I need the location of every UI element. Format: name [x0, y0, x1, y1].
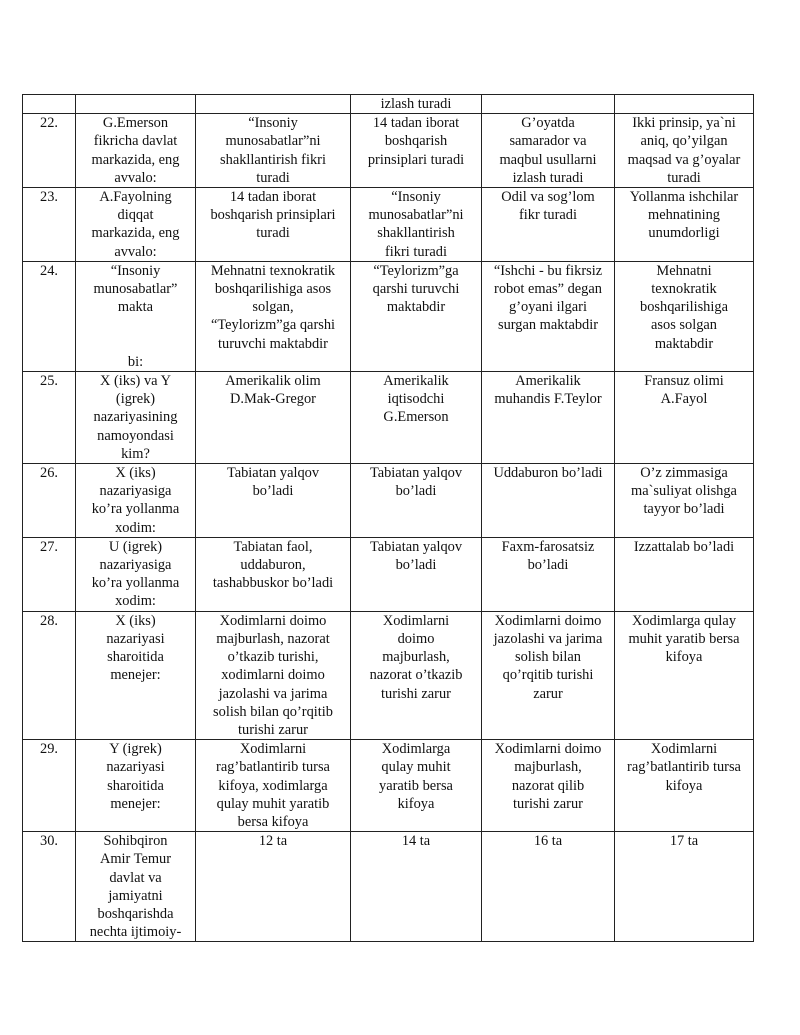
answer-b: Xodimlarni doimo majburlash, nazorat o’tkazib turishi zarur	[351, 611, 482, 739]
answer-a	[196, 95, 351, 114]
answer-b: Xodimlarga qulay muhit yaratib bersa kifoya	[351, 740, 482, 832]
table-row	[23, 372, 754, 464]
question-text: X (iks) nazariyasiga ko’ra yollanma xodim:	[76, 464, 196, 538]
table-row	[23, 188, 754, 262]
answer-c	[482, 95, 615, 114]
table-row	[23, 537, 754, 611]
table-row	[23, 95, 754, 114]
answer-a: Xodimlarni rag’batlantirib tursa kifoya, xodimlarga qulay muhit yaratib bersa kifoya	[196, 740, 351, 832]
table-row	[23, 261, 754, 371]
answer-b: Tabiatan yalqov bo’ladi	[351, 537, 482, 611]
answer-d: Yollanma ishchilar mehnatining unumdorligi	[615, 188, 754, 262]
answer-c: 16 ta	[482, 832, 615, 942]
answer-a: 14 tadan iborat boshqarish prinsiplari turadi	[196, 188, 351, 262]
answer-c: Uddaburon bo’ladi	[482, 464, 615, 538]
answer-c: Xodimlarni doimo jazolashi va jarima solish bilan qo’rqitib turishi zarur	[482, 611, 615, 739]
answer-d	[615, 95, 754, 114]
question-number: 24.	[23, 261, 76, 371]
answer-d: Ikki prinsip, ya`ni aniq, qo’yilgan maqsad va g’oyalar turadi	[615, 114, 754, 188]
question-number: 23.	[23, 188, 76, 262]
question-text: X (iks) va Y (igrek) nazariyasining namoyondasi kim?	[76, 372, 196, 464]
table-row	[23, 740, 754, 832]
question-text: Sohibqiron Amir Temur davlat va jamiyatni boshqarishda nechta ijtimoiy-	[76, 832, 196, 942]
answer-d: Xodimlarni rag’batlantirib tursa kifoya	[615, 740, 754, 832]
answer-c: Xodimlarni doimo majburlash, nazorat qilib turishi zarur	[482, 740, 615, 832]
answer-a: Tabiatan faol, uddaburon, tashabbuskor bo’ladi	[196, 537, 351, 611]
answer-d: Izzattalab bo’ladi	[615, 537, 754, 611]
question-number: 29.	[23, 740, 76, 832]
answer-c: Amerikalik muhandis F.Teylor	[482, 372, 615, 464]
question-number	[23, 95, 76, 114]
answer-b: “Teylorizm”ga qarshi turuvchi maktabdir	[351, 261, 482, 371]
answer-c: G’oyatda samarador va maqbul usullarni izlash turadi	[482, 114, 615, 188]
question-number: 25.	[23, 372, 76, 464]
table-row	[23, 611, 754, 739]
answer-a: Mehnatni texnokratik boshqarilishiga asos solgan, “Teylorizm”ga qarshi turuvchi maktabdir	[196, 261, 351, 371]
answer-d: O’z zimmasiga ma`suliyat olishga tayyor bo’ladi	[615, 464, 754, 538]
answer-a: “Insoniy munosabatlar”ni shakllantirish fikri turadi	[196, 114, 351, 188]
answer-c: Odil va sog’lom fikr turadi	[482, 188, 615, 262]
question-number: 28.	[23, 611, 76, 739]
question-number: 27.	[23, 537, 76, 611]
question-text: Y (igrek) nazariyasi sharoitida menejer:	[76, 740, 196, 832]
question-number: 26.	[23, 464, 76, 538]
table-row	[23, 464, 754, 538]
question-text: X (iks) nazariyasi sharoitida menejer:	[76, 611, 196, 739]
answer-d: Mehnatni texnokratik boshqarilishiga asos solgan maktabdir	[615, 261, 754, 371]
answer-b: 14 tadan iborat boshqarish prinsiplari turadi	[351, 114, 482, 188]
question-text: “Insoniy munosabatlar” makta bi:	[76, 261, 196, 371]
answer-a: 12 ta	[196, 832, 351, 942]
question-number: 22.	[23, 114, 76, 188]
answer-b: “Insoniy munosabatlar”ni shakllantirish fikri turadi	[351, 188, 482, 262]
answer-b: 14 ta	[351, 832, 482, 942]
question-text: G.Emerson fikricha davlat markazida, eng avvalo:	[76, 114, 196, 188]
answer-d: Fransuz olimi A.Fayol	[615, 372, 754, 464]
answer-c: “Ishchi - bu fikrsiz robot emas” degan g’oyani ilgari surgan maktabdir	[482, 261, 615, 371]
question-text	[76, 95, 196, 114]
answer-a: Xodimlarni doimo majburlash, nazorat o’tkazib turishi, xodimlarni doimo jazolashi va jarima solish bilan qo’rqitib turishi zarur	[196, 611, 351, 739]
question-text: U (igrek) nazariyasiga ko’ra yollanma xodim:	[76, 537, 196, 611]
answer-b: Tabiatan yalqov bo’ladi	[351, 464, 482, 538]
answer-d: Xodimlarga qulay muhit yaratib bersa kifoya	[615, 611, 754, 739]
answer-a: Tabiatan yalqov bo’ladi	[196, 464, 351, 538]
answer-b: izlash turadi	[351, 95, 482, 114]
table-row	[23, 114, 754, 188]
answer-a: Amerikalik olim D.Mak-Gregor	[196, 372, 351, 464]
answer-c: Faxm-farosatsiz bo’ladi	[482, 537, 615, 611]
question-text: A.Fayolning diqqat markazida, eng avvalo:	[76, 188, 196, 262]
question-number: 30.	[23, 832, 76, 942]
questions-table	[22, 94, 754, 942]
answer-d: 17 ta	[615, 832, 754, 942]
answer-b: Amerikalik iqtisodchi G.Emerson	[351, 372, 482, 464]
table-row	[23, 832, 754, 942]
